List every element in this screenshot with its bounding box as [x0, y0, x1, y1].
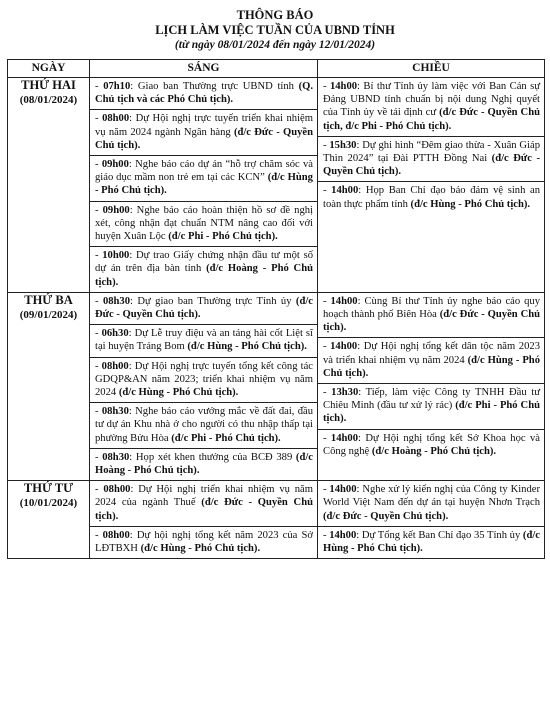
- morning-entry: - 08h00: Dự Hội nghị trực tuyến triển khai nhiệm vụ năm 2024 ngành Ngân hàng (đ/c Đức - Quyền Chủ tịch).: [90, 109, 317, 155]
- morning-entry: - 08h30: Nghe báo cáo vướng mắc về đất đai, đầu tư dự án Khu nhà ở cho người có thu nhập thấp tại phường Bửu Hòa (đ/c Phi - Phó Chủ tịch).: [90, 402, 317, 448]
- table-header-row: [8, 60, 545, 78]
- entry-attendee: (Q. Chủ tịch và các Phó Chủ tịch).: [95, 81, 313, 106]
- entry-time: 15h30: [329, 139, 357, 151]
- entry-attendee: (đ/c Hoàng - Phó Chủ tịch).: [95, 263, 313, 288]
- column-header-morning: SÁNG: [90, 60, 318, 78]
- afternoon-entry: - 13h30: Tiếp, làm việc Công ty TNHH Đầu tư Chiêu Minh (đầu tư xử lý rác) (đ/c Phi - Phó Chủ tịch).: [318, 383, 544, 429]
- entry-attendee: (đ/c Đức - Quyền Chủ tịch).: [95, 126, 313, 151]
- entry-text: : Tiếp, làm việc Công ty TNHH Đầu tư Chiêu Minh (đầu tư xử lý rác): [323, 387, 540, 412]
- day-cell: [8, 292, 90, 480]
- morning-entry: - 09h00: Nghe báo cáo dự án “hỗ trợ chăm sóc và giáo dục mầm non trẻ em tại các KCN” (đ/c Hùng - Phó Chủ tịch).: [90, 155, 317, 201]
- entry-attendee: (đ/c Đức - Quyền Chủ tịch).: [95, 295, 313, 321]
- morning-entry: - 06h30: Dự Lễ truy điệu và an táng hài cốt Liệt sĩ tại huyện Trảng Bom (đ/c Hùng - Phó Chủ tịch).: [90, 324, 317, 356]
- entry-time: 08h30: [101, 406, 129, 418]
- day-name: THỨ TƯ: [23, 481, 74, 496]
- entry-time: 14h00: [330, 341, 358, 353]
- entry-time: 14h00: [329, 484, 357, 496]
- afternoon-entry: - 14h00: Họp Ban Chỉ đạo bảo đảm vệ sinh an toàn thực phẩm tỉnh (đ/c Hùng - Phó Chủ tịch).: [318, 181, 544, 213]
- day-name: THỨ HAI: [21, 78, 76, 92]
- day-row: [8, 481, 545, 559]
- entry-text: : Dự hội nghị tổng kết năm 2023 của Sở LĐTBXH: [95, 529, 313, 555]
- entry-text: : Bí thư Tỉnh ủy làm việc với Ban Cán sự Đảng UBND tỉnh chuẩn bị nội dung Nghị quyết của Tỉnh ủy về tái định cư: [323, 81, 540, 119]
- entry-text: : Nghe báo cáo vướng mắc về đất đai, đầu tư dự án Khu nhà ở cho người có thu nhập thấp tại phường Bửu Hòa: [95, 406, 313, 444]
- entry-text: : Dự Hội nghị triển khai nhiệm vụ năm 2024 của ngành Thuế: [95, 484, 313, 509]
- day-cell: [8, 481, 90, 559]
- morning-entry: - 08h30: Dự giao ban Thường trực Tỉnh ủy (đ/c Đức - Quyền Chủ tịch).: [95, 295, 313, 321]
- entry-time: 08h00: [103, 484, 131, 496]
- morning-cell: [90, 481, 318, 559]
- document-header: [0, 0, 550, 52]
- document-subtitle: LỊCH LÀM VIỆC TUẦN CỦA UBND TỈNH: [155, 23, 395, 37]
- entry-text: : Dự Hội nghị tổng kết Sở Khoa học và Công nghệ: [323, 432, 540, 457]
- entry-time: 14h00: [331, 185, 359, 197]
- entry-text: : Cùng Bí thư Tỉnh ủy nghe báo cáo quy hoạch thành phố Biên Hòa: [323, 295, 540, 321]
- entry-attendee: (đ/c Hoàng - Phó Chủ tịch).: [95, 451, 313, 477]
- morning-cell: [90, 78, 318, 293]
- entry-time: 08h30: [102, 295, 131, 307]
- day-cell: [8, 78, 90, 293]
- entry-text: : Nghe báo cáo dự án “hỗ trợ chăm sóc và giáo dục mầm non trẻ em tại các KCN”: [95, 159, 313, 184]
- document-title: THÔNG BÁO: [236, 8, 314, 22]
- afternoon-entry: - 14h00: Nghe xử lý kiến nghị của Công ty Kinder World Việt Nam đến dự án tại huyện Nhơn Trạch (đ/c Đức - Quyền Chủ tịch).: [323, 484, 540, 522]
- schedule-body: [8, 78, 545, 559]
- entry-attendee: (đ/c Hùng - Phó Chủ tịch).: [410, 198, 531, 210]
- entry-text: : Dự Tổng kết Ban Chỉ đạo 35 Tỉnh ủy: [356, 529, 523, 541]
- entry-attendee: (đ/c Hùng - Phó Chủ tịch).: [140, 543, 261, 555]
- entry-text: : Dự Lễ truy điệu và an táng hài cốt Liệt sĩ tại huyện Trảng Bom: [95, 328, 313, 353]
- entry-text: : Dự giao ban Thường trực Tỉnh ủy: [130, 295, 296, 307]
- day-row: [8, 292, 545, 480]
- afternoon-entry: - 14h00: Dự Hội nghị tổng kết Sở Khoa học và Công nghệ (đ/c Hoàng - Phó Chủ tịch).: [318, 429, 544, 461]
- afternoon-entry: - 14h00: Cùng Bí thư Tỉnh ủy nghe báo cáo quy hoạch thành phố Biên Hòa (đ/c Đức - Quyền Chủ tịch).: [323, 295, 540, 334]
- entry-text: : Họp xét khen thưởng của BCĐ 389: [129, 451, 296, 463]
- day-date: (10/01/2024): [19, 497, 78, 510]
- entry-time: 07h10: [103, 81, 131, 92]
- entry-time: 08h00: [102, 113, 130, 125]
- entry-time: 09h00: [101, 159, 129, 171]
- entry-text: : Dự Hội nghị trực tuyến tổng kết công tác GDQP&AN năm 2023; triển khai nhiệm vụ năm 2024: [95, 360, 313, 399]
- day-date: (09/01/2024): [19, 308, 78, 321]
- entry-attendee: (đ/c Phi - Phó Chủ tịch).: [171, 432, 281, 444]
- column-header-afternoon: CHIỀU: [318, 60, 545, 78]
- entry-time: 14h00: [329, 81, 358, 92]
- afternoon-cell: [318, 481, 545, 559]
- morning-entry: - 07h10: Giao ban Thường trực UBND tỉnh (Q. Chủ tịch và các Phó Chủ tịch).: [95, 81, 313, 106]
- day-row: [8, 78, 545, 293]
- morning-cell: [90, 292, 318, 480]
- entry-text: : Họp Ban Chỉ đạo bảo đảm vệ sinh an toàn thực phẩm tỉnh: [323, 185, 540, 210]
- entry-time: 14h00: [330, 295, 358, 307]
- schedule-table: [7, 59, 545, 559]
- entry-text: : Dự trao Giấy chứng nhận đầu tư một số dự án trên địa bàn tỉnh: [95, 250, 313, 275]
- morning-entry: - 08h00: Dự Hội nghị triển khai nhiệm vụ năm 2024 của ngành Thuế (đ/c Đức - Quyền Chủ tịch).: [95, 484, 313, 522]
- entry-attendee: (đ/c Hùng - Phó Chủ tịch).: [118, 387, 239, 399]
- morning-entry: - 08h00: Dự Hội nghị trực tuyến tổng kết công tác GDQP&AN năm 2023; triển khai nhiệm vụ năm 2024 (đ/c Hùng - Phó Chủ tịch).: [90, 357, 317, 403]
- entry-text: : Giao ban Thường trực UBND tỉnh: [130, 81, 299, 92]
- document-period: (từ ngày 08/01/2024 đến ngày 12/01/2024): [174, 39, 376, 51]
- entry-text: : Dự Hội nghị trực tuyến triển khai nhiệm vụ năm 2024 ngành Ngân hàng: [95, 113, 313, 138]
- entry-attendee: (đ/c Đức - Quyền Chủ tịch).: [323, 510, 449, 522]
- entry-attendee: (đ/c Đức - Quyền Chủ tịch).: [323, 309, 540, 334]
- entry-time: 08h30: [102, 451, 130, 463]
- entry-attendee: (đ/c Phi - Phó Chủ tịch).: [323, 400, 540, 425]
- afternoon-cell: [318, 292, 545, 480]
- entry-attendee: (đ/c Đức - Quyền Chủ tịch, đ/c Phi - Phó Chủ tịch).: [323, 107, 540, 132]
- entry-text: : Dự Hội nghị tổng kết dân tộc năm 2023 và triển khai nhiệm vụ năm 2024: [323, 341, 540, 366]
- column-header-day: NGÀY: [8, 60, 90, 78]
- morning-entry: - 09h00: Nghe báo cáo hoàn thiện hồ sơ đề nghị xét, công nhận đạt chuẩn NTM nâng cao đối với huyện Xuân Lộc (đ/c Phi - Phó Chủ tịch).: [90, 201, 317, 247]
- entry-time: 10h00: [102, 250, 130, 262]
- entry-attendee: (đ/c Hùng - Phó Chủ tịch).: [187, 341, 307, 353]
- afternoon-entry: - 14h00: Dự Tổng kết Ban Chỉ đạo 35 Tỉnh ủy (đ/c Hùng - Phó Chủ tịch).: [318, 526, 544, 558]
- day-name: THỨ BA: [24, 292, 73, 307]
- entry-time: 13h30: [331, 387, 359, 399]
- entry-time: 06h30: [101, 328, 129, 340]
- entry-time: 09h00: [102, 204, 130, 216]
- morning-entry: - 08h00: Dự hội nghị tổng kết năm 2023 của Sở LĐTBXH (đ/c Hùng - Phó Chủ tịch).: [90, 526, 317, 558]
- entry-attendee: (đ/c Hùng - Phó Chủ tịch).: [95, 172, 313, 197]
- afternoon-entry: - 14h00: Dự Hội nghị tổng kết dân tộc năm 2023 và triển khai nhiệm vụ năm 2024 (đ/c Hùng - Phó Chủ tịch).: [318, 337, 544, 383]
- entry-attendee: (đ/c Đức - Quyền Chủ tịch).: [323, 153, 540, 178]
- day-date: (08/01/2024): [19, 94, 78, 106]
- entry-text: : Dự ghi hình “Đêm giao thừa - Xuân Giáp Thìn 2024” tại Đài PTTH Đồng Nai: [323, 139, 540, 165]
- morning-entry: - 08h30: Họp xét khen thưởng của BCĐ 389 (đ/c Hoàng - Phó Chủ tịch).: [90, 448, 317, 480]
- entry-attendee: (đ/c Hùng - Phó Chủ tịch).: [323, 529, 540, 555]
- entry-time: 08h00: [101, 360, 129, 372]
- entry-attendee: (đ/c Hoàng - Phó Chủ tịch).: [371, 445, 497, 457]
- entry-attendee: (đ/c Hùng - Phó Chủ tịch).: [323, 354, 540, 379]
- entry-attendee: (đ/c Phi - Phó Chủ tịch).: [168, 231, 278, 243]
- entry-attendee: (đ/c Đức - Quyền Chủ tịch).: [95, 497, 313, 522]
- entry-text: : Nghe xử lý kiến nghị của Công ty Kinder World Việt Nam đến dự án tại huyện Nhơn Trạch: [323, 484, 540, 509]
- entry-text: : Nghe báo cáo hoàn thiện hồ sơ đề nghị xét, công nhận đạt chuẩn NTM nâng cao đối với huyện Xuân Lộc: [95, 204, 313, 243]
- entry-time: 14h00: [330, 432, 358, 444]
- entry-time: 08h00: [102, 529, 130, 541]
- afternoon-entry: - 14h00: Bí thư Tỉnh ủy làm việc với Ban Cán sự Đảng UBND tỉnh chuẩn bị nội dung Nghị quyết của Tỉnh ủy về tái định cư (đ/c Đức - Quyền Chủ tịch, đ/c Phi - Phó Chủ tịch).: [323, 81, 540, 132]
- entry-time: 14h00: [329, 529, 357, 541]
- afternoon-entry: - 15h30: Dự ghi hình “Đêm giao thừa - Xuân Giáp Thìn 2024” tại Đài PTTH Đồng Nai (đ/c Đức - Quyền Chủ tịch).: [318, 136, 544, 182]
- afternoon-cell: [318, 78, 545, 293]
- morning-entry: - 10h00: Dự trao Giấy chứng nhận đầu tư một số dự án trên địa bàn tỉnh (đ/c Hoàng - Phó Chủ tịch).: [90, 246, 317, 292]
